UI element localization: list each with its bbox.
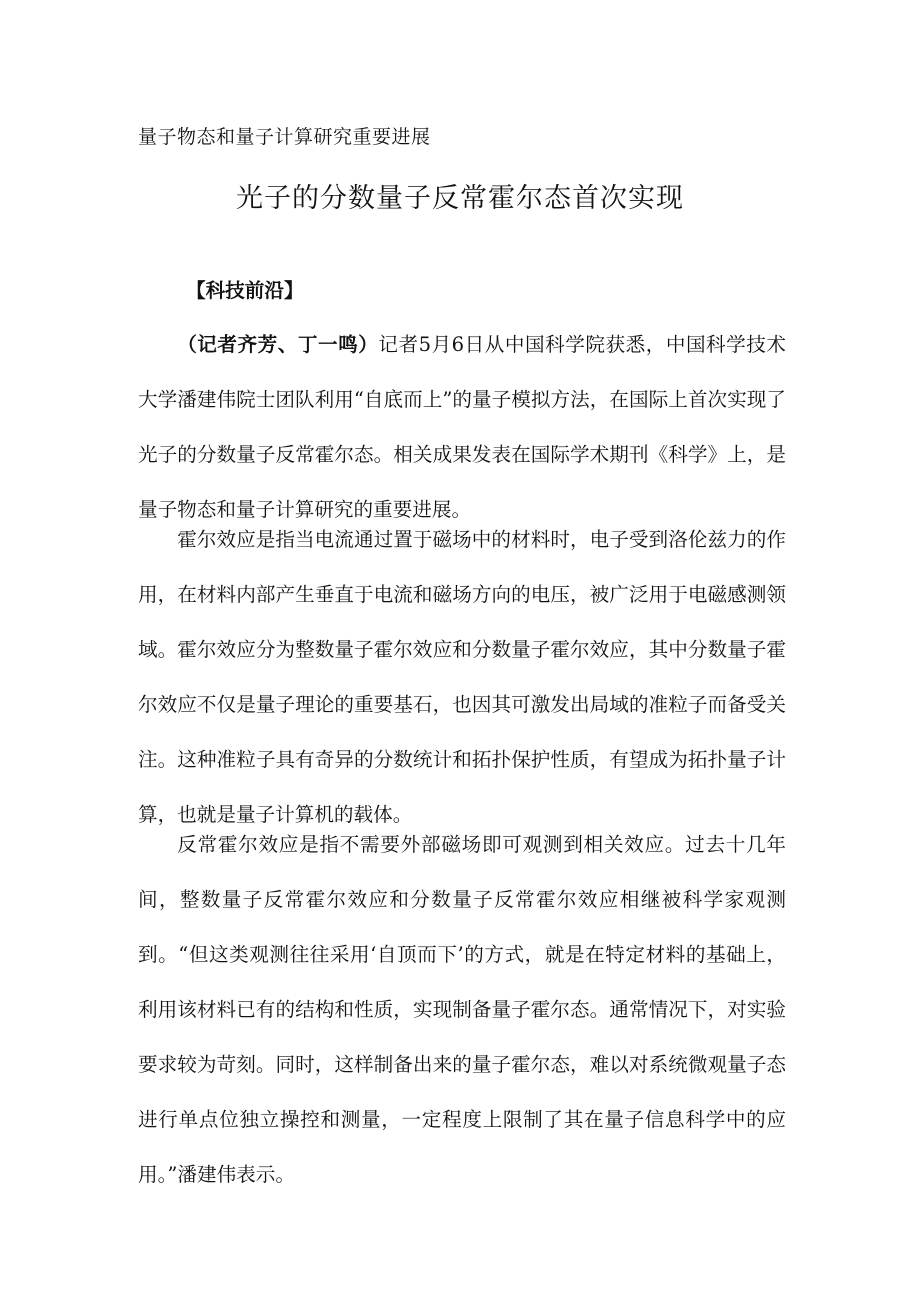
byline: （记者齐芳、丁一鸣） <box>177 333 379 356</box>
paragraph-2 <box>138 512 786 842</box>
paragraph-1-text: 记者5月6日从中国科学院获悉，中国科学技术大学潘建伟院士团队利用“自底而上”的量子模拟方法，在国际上首次实现了光子的分数量子反常霍尔态。相关成果发表在国际学术期刊《科学》上，是量子物态和量子计算研究的重要进展。 <box>138 333 786 521</box>
paragraph-2-text: 霍尔效应是指当电流通过置于磁场中的材料时，电子受到洛伦兹力的作用，在材料内部产生垂直于电流和磁场方向的电压，被广泛用于电磁感测领域。霍尔效应分为整数量子霍尔效应和分数量子霍尔效应，其中分数量子霍尔效应不仅是量子理论的重要基石，也因其可激发出局域的准粒子而备受关注。这种准粒子具有奇异的分数统计和拓扑保护性质，有望成为拓扑量子计算，也就是量子计算机的载体。 <box>138 528 786 826</box>
section-tag: 【科技前沿】 <box>186 279 304 302</box>
headline: 光子的分数量子反常霍尔态首次实现 <box>236 183 684 214</box>
kicker-line: 量子物态和量子计算研究重要进展 <box>138 126 431 148</box>
paragraph-3-text: 反常霍尔效应是指不需要外部磁场即可观测到相关效应。过去十几年间，整数量子反常霍尔效应和分数量子反常霍尔效应相继被科学家观测到。“但这类观测往往采用‘自顶而下’的方式，就是在特定材料的基础上，利用该材料已有的结构和性质，实现制备量子霍尔态。通常情况下，对实验要求较为苛刻。同时，这样制备出来的量子霍尔态，难以对系统微观量子态进行单点位独立操控和测量，一定程度上限制了其在量子信息科学中的应用。”潘建伟表示。 <box>138 833 786 1186</box>
paragraph-3 <box>138 817 786 1202</box>
paragraph-1 <box>138 317 786 537</box>
